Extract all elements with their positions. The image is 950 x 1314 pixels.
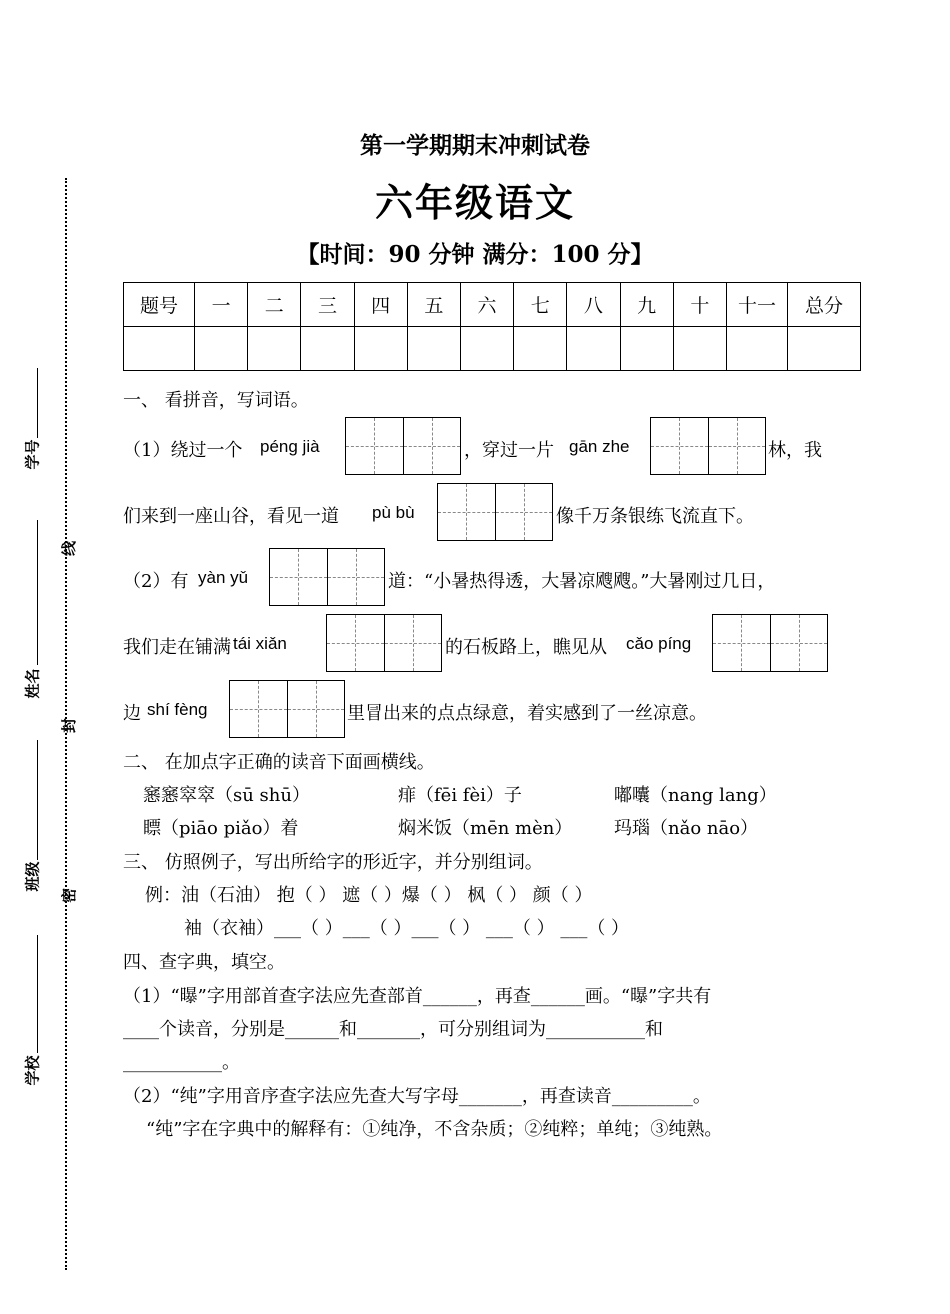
score-header-cell: 八 [567,283,620,327]
sec1-line1c: 林，我 [768,440,822,461]
name-label: 姓名 [23,668,42,699]
student-no-label: 学号 [23,439,42,470]
seal-text-line: 线 [60,540,79,557]
seal-text-feng: 封 [60,717,79,734]
sec1-line4b: 的石板路上，瞧见从 [445,637,607,658]
score-input-cell[interactable] [301,327,354,371]
sec4-heading: 四、查字典，填空。 [123,952,285,973]
score-header-cell: 五 [407,283,460,327]
tianzige-answer-box[interactable] [650,417,766,475]
exam-title: 第一学期期末冲刺试卷 [360,132,590,159]
tianzige-answer-box[interactable] [437,483,553,541]
seal-text-mi: 密 [60,887,79,904]
sec1-line3a: （2）有 [123,571,189,592]
score-header-cell: 三 [301,283,354,327]
sec2-item[interactable]: 焖米饭（mēn mèn） [398,818,573,839]
score-input-cell[interactable] [788,327,861,371]
score-input-cell[interactable] [727,327,788,371]
sec4-q1-line3[interactable]: ___________。 [123,1052,240,1073]
sec1-line3b: 道：“小暑热得透，大暑凉飕飕。”大暑刚过几日， [388,571,776,592]
sec1-line2b: 像千万条银练飞流直下。 [556,506,754,527]
sec2-item[interactable]: 嘟囔（nang lang） [614,785,777,806]
score-header-cell: 二 [248,283,301,327]
score-header-cell: 四 [354,283,407,327]
sec3-example-row[interactable]: 例：油（石油） 抱（ ） 遮（ ）爆（ ） 枫（ ） 颜（ ） [145,885,593,906]
score-input-cell[interactable] [567,327,620,371]
score-input-cell[interactable] [354,327,407,371]
pinyin-tai-xian: tái xiǎn [233,634,287,653]
score-table-header-row [124,283,861,327]
sec4-q1-line2[interactable]: ____个读音，分别是______和_______，可分别组词为___________和 [123,1019,663,1040]
sec2-item[interactable]: 瞟（piāo piǎo）着 [143,818,299,839]
score-header-cell: 九 [620,283,673,327]
school-label: 学校 [23,1055,42,1086]
sec1-heading: 一、 看拼音，写词语。 [123,390,309,411]
school-underline [37,935,38,1053]
pinyin-shi-feng: shí fèng [147,700,208,719]
sec4-q2-line2: “纯”字在字典中的解释有：①纯净，不含杂质；②纯粹；单纯；③纯熟。 [146,1119,723,1140]
score-input-cell[interactable] [673,327,726,371]
score-input-cell[interactable] [248,327,301,371]
score-header-cell: 十一 [727,283,788,327]
score-header-cell: 一 [195,283,248,327]
sec1-line4a: 我们走在铺满 [123,637,231,658]
pinyin-yan-yu: yàn yǔ [198,568,249,587]
sec2-item[interactable]: 窸窸窣窣（sū shū） [143,785,310,806]
name-underline [37,520,38,665]
tianzige-answer-box[interactable] [712,614,828,672]
score-header-cell: 六 [460,283,513,327]
sec3-answer-row[interactable]: 袖（衣袖）___（ ）___（ ）___（ ） ___（ ） ___（ ） [184,918,630,939]
class-label: 班级 [23,861,42,892]
pinyin-gan-zhe: gān zhe [569,437,630,456]
score-input-cell[interactable] [124,327,195,371]
pinyin-pu-bu: pù bù [372,503,415,522]
score-input-cell[interactable] [407,327,460,371]
sec4-q1-line1[interactable]: （1）“曝”字用部首查字法应先查部首______，再查______画。“曝”字共有 [123,986,712,1007]
sec1-line5a: 边 [123,703,141,724]
pinyin-peng-jia: péng jià [260,437,320,456]
tianzige-answer-box[interactable] [345,417,461,475]
score-input-cell[interactable] [514,327,567,371]
score-header-cell: 十 [673,283,726,327]
score-header-cell: 七 [514,283,567,327]
student-no-underline [37,368,38,438]
exam-subject: 六年级语文 [374,180,575,225]
score-header-cell: 题号 [124,283,195,327]
tianzige-answer-box[interactable] [269,548,385,606]
sec1-line1a: （1）绕过一个 [123,440,243,461]
pinyin-cao-ping: cǎo píng [626,634,692,653]
score-table-input-row [124,327,861,371]
exam-time-info: 【时间：90 分钟 满分：100 分】 [296,241,654,268]
score-input-cell[interactable] [460,327,513,371]
class-underline [37,740,38,860]
score-input-cell[interactable] [195,327,248,371]
score-header-cell: 总分 [788,283,861,327]
sec2-heading: 二、 在加点字正确的读音下面画横线。 [123,752,435,773]
score-table [123,282,861,371]
score-input-cell[interactable] [620,327,673,371]
tianzige-answer-box[interactable] [229,680,345,738]
sec1-line5b: 里冒出来的点点绿意，着实感到了一丝凉意。 [347,703,707,724]
sec2-item[interactable]: 痱（fēi fèi）子 [398,785,522,806]
sec1-line1b: ，穿过一片 [464,440,554,461]
sec3-heading: 三、 仿照例子，写出所给字的形近字，并分别组词。 [123,852,543,873]
sec2-item[interactable]: 玛瑙（nǎo nāo） [614,818,759,839]
sec4-q2-line1[interactable]: （2）“纯”字用音序查字法应先查大写字母_______，再查读音_________。 [123,1086,711,1107]
tianzige-answer-box[interactable] [326,614,442,672]
sec1-line2a: 们来到一座山谷，看见一道 [123,506,339,527]
